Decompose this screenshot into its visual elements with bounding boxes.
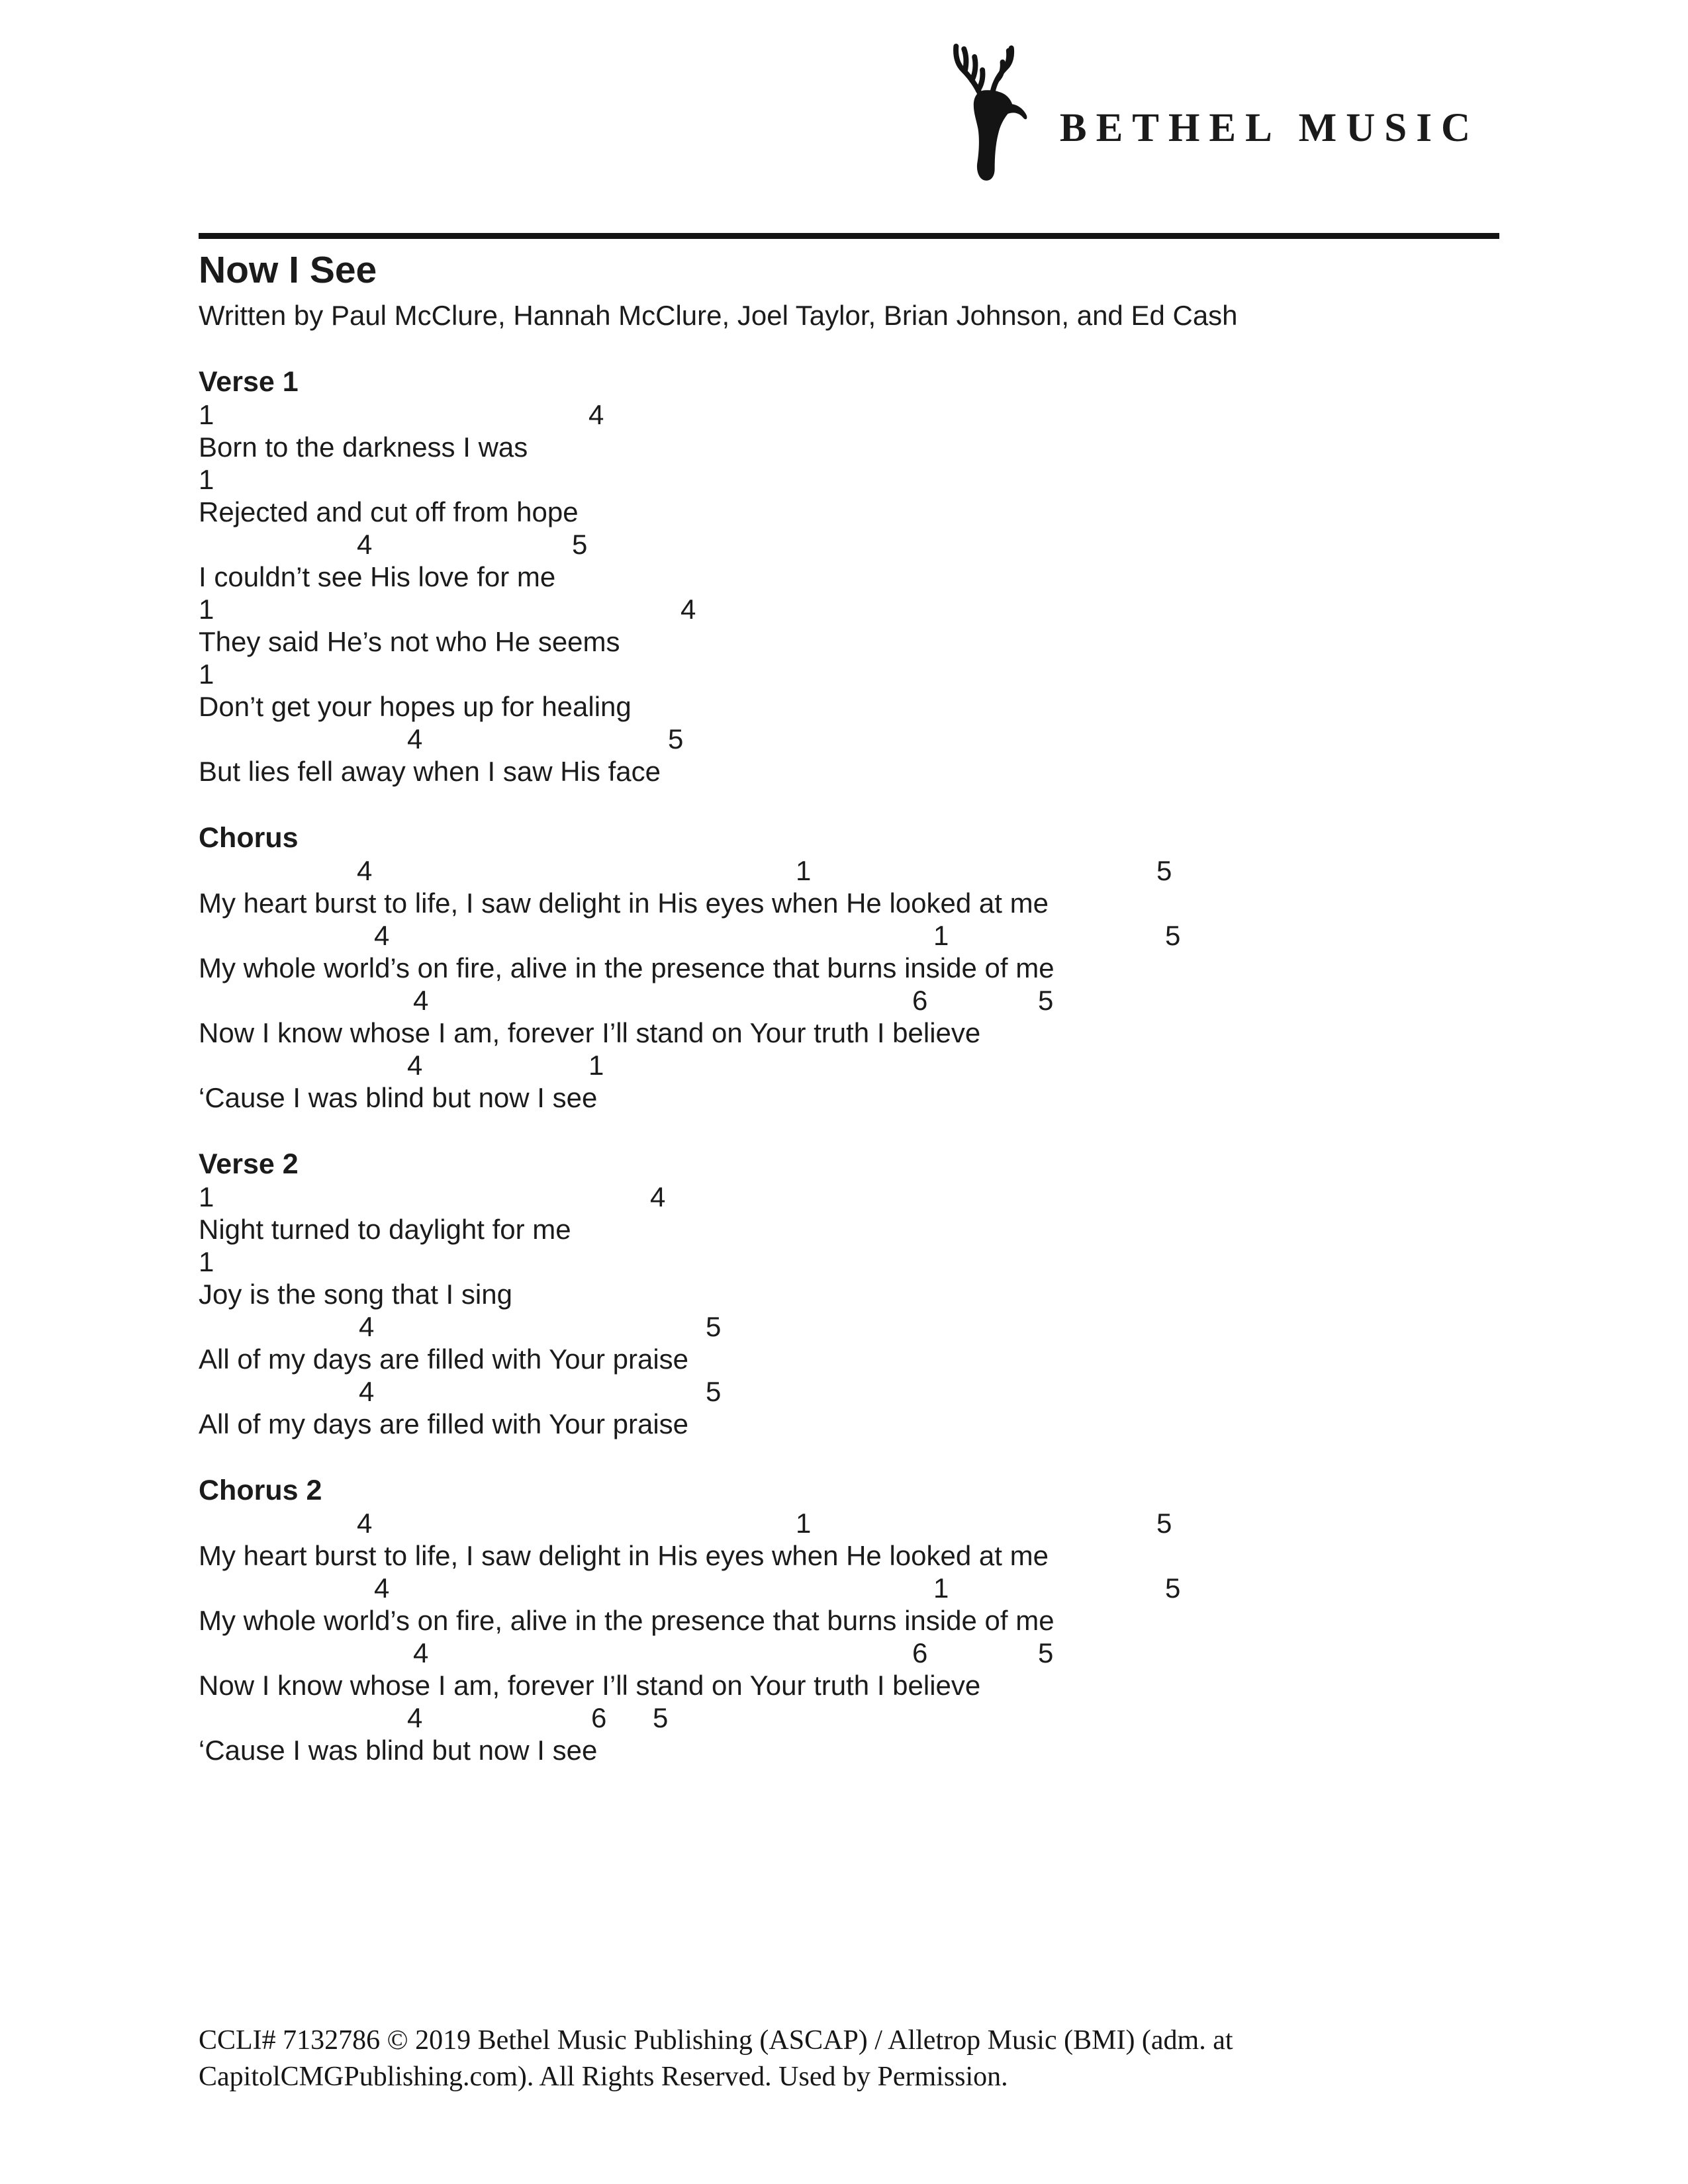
lyric-line: They said He’s not who He seems — [199, 625, 620, 657]
chord-line — [199, 1181, 1499, 1213]
lyric-line: All of my days are filled with Your praise — [199, 1343, 689, 1375]
chord-number: 1 — [199, 593, 214, 625]
lyric-line: My heart burst to life, I saw delight in His eyes when He looked at me — [199, 887, 1049, 919]
section-heading: Chorus — [199, 821, 299, 854]
section-heading: Verse 2 — [199, 1148, 299, 1180]
song-byline: Written by Paul McClure, Hannah McClure, Joel Taylor, Brian Johnson, and Ed Cash — [199, 299, 1238, 331]
chord-line — [199, 1637, 1499, 1669]
lyric-line: ‘Cause I was blind but now I see — [199, 1081, 598, 1113]
chord-line — [199, 984, 1499, 1017]
chord-number: 4 — [359, 1310, 375, 1342]
lyric-line: Don’t get your hopes up for healing — [199, 690, 632, 722]
chord-line — [199, 1246, 1499, 1278]
chord-number: 4 — [680, 593, 696, 625]
chord-line — [199, 528, 1499, 561]
lyric-line: Joy is the song that I sing — [199, 1278, 512, 1310]
chord-number: 1 — [933, 1572, 949, 1604]
chord-line — [199, 463, 1499, 496]
lyric-line: My heart burst to life, I saw delight in His eyes when He looked at me — [199, 1539, 1049, 1571]
chord-number: 4 — [650, 1181, 666, 1212]
chord-line — [199, 658, 1499, 690]
lyric-line: Rejected and cut off from hope — [199, 496, 579, 527]
chord-line — [199, 1702, 1499, 1734]
chord-number: 1 — [796, 854, 812, 886]
chord-number: 5 — [1038, 1637, 1054, 1668]
chord-number: 1 — [933, 919, 949, 951]
chord-number: 4 — [413, 984, 429, 1016]
brand-name: BETHEL MUSIC — [1059, 106, 1479, 150]
chord-number: 1 — [588, 1049, 604, 1081]
chord-line — [199, 919, 1499, 952]
chord-line — [199, 398, 1499, 431]
lyric-line: Born to the darkness I was — [199, 431, 528, 463]
chord-number: 1 — [199, 463, 214, 495]
chord-line — [199, 593, 1499, 625]
content-column — [199, 233, 1499, 1766]
chord-number: 5 — [653, 1702, 669, 1733]
chord-number: 1 — [199, 1181, 214, 1212]
chord-number: 5 — [1038, 984, 1054, 1016]
chord-line — [199, 1375, 1499, 1408]
chord-number: 4 — [407, 723, 423, 754]
brand-logo — [945, 41, 1479, 181]
deer-stag-icon — [945, 41, 1036, 181]
chord-number: 5 — [1156, 1507, 1172, 1539]
song-sections — [199, 366, 1499, 1766]
chord-line — [199, 1572, 1499, 1604]
chord-number: 5 — [572, 528, 588, 560]
lyric-line: But lies fell away when I saw His face — [199, 755, 661, 787]
song-section — [199, 822, 1499, 1114]
lyric-line: Now I know whose I am, forever I’ll stand on Your truth I believe — [199, 1669, 981, 1701]
section-heading: Verse 1 — [199, 365, 299, 398]
chord-line — [199, 723, 1499, 755]
song-section — [199, 1148, 1499, 1440]
footer-line: CapitolCMGPublishing.com). All Rights Reserved. Used by Permission. — [199, 2062, 1008, 2092]
chord-number: 4 — [588, 398, 604, 430]
chord-number: 4 — [357, 528, 373, 560]
chord-number: 1 — [199, 398, 214, 430]
chord-number: 4 — [374, 1572, 390, 1604]
lyric-line: Now I know whose I am, forever I’ll stand on Your truth I believe — [199, 1017, 981, 1048]
chord-number: 6 — [912, 984, 928, 1016]
chord-line — [199, 1507, 1499, 1539]
chord-number: 5 — [1165, 1572, 1181, 1604]
footer — [199, 2023, 1456, 2095]
chord-number: 1 — [199, 658, 214, 690]
chord-number: 5 — [1156, 854, 1172, 886]
divider-rule — [199, 233, 1499, 239]
chord-line — [199, 1049, 1499, 1081]
lyric-line: Night turned to daylight for me — [199, 1213, 571, 1245]
chord-number: 4 — [407, 1049, 423, 1081]
chord-line — [199, 854, 1499, 887]
lyric-line: All of my days are filled with Your praise — [199, 1408, 689, 1439]
song-section — [199, 1475, 1499, 1766]
chord-number: 5 — [668, 723, 684, 754]
chord-number: 6 — [912, 1637, 928, 1668]
chord-number: 6 — [591, 1702, 607, 1733]
chord-number: 4 — [359, 1375, 375, 1407]
chord-number: 4 — [407, 1702, 423, 1733]
chord-number: 5 — [706, 1375, 722, 1407]
song-title: Now I See — [199, 249, 377, 291]
chord-number: 4 — [357, 854, 373, 886]
lyric-line: I couldn’t see His love for me — [199, 561, 556, 592]
chord-number: 4 — [357, 1507, 373, 1539]
chord-number: 5 — [1165, 919, 1181, 951]
chord-number: 4 — [374, 919, 390, 951]
chord-number: 1 — [796, 1507, 812, 1539]
footer-line: CCLI# 7132786 © 2019 Bethel Music Publishing (ASCAP) / Alletrop Music (BMI) (adm. at — [199, 2025, 1233, 2056]
chord-number: 4 — [413, 1637, 429, 1668]
lyric-line: My whole world’s on fire, alive in the presence that burns inside of me — [199, 1604, 1055, 1636]
chord-number: 5 — [706, 1310, 722, 1342]
chord-line — [199, 1310, 1499, 1343]
lyric-line: My whole world’s on fire, alive in the presence that burns inside of me — [199, 952, 1055, 983]
section-heading: Chorus 2 — [199, 1474, 322, 1506]
song-section — [199, 366, 1499, 788]
lyric-line: ‘Cause I was blind but now I see — [199, 1734, 598, 1766]
chord-number: 1 — [199, 1246, 214, 1277]
